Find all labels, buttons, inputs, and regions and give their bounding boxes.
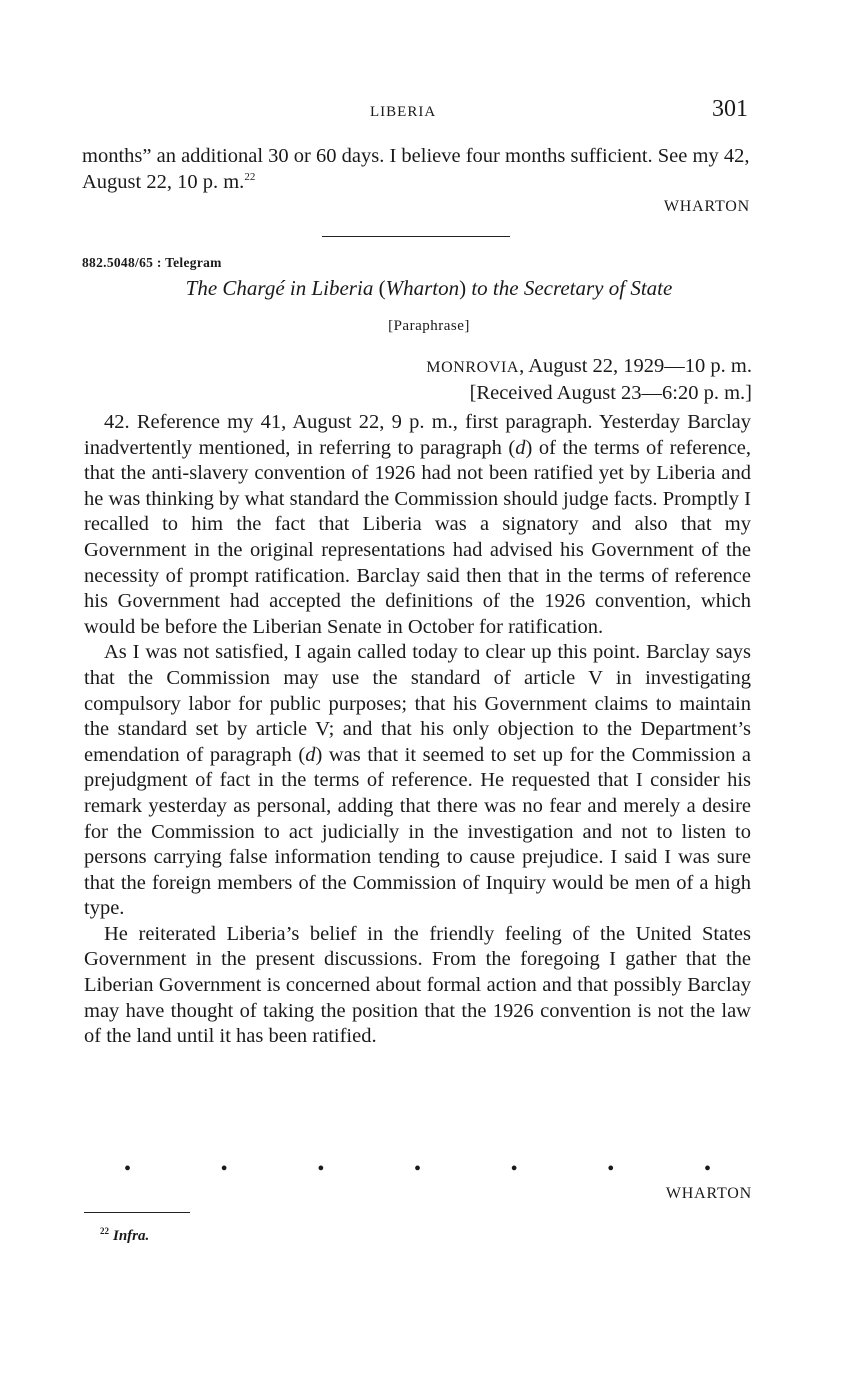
page-number: 301 — [712, 96, 748, 122]
footnote-text: Infra. — [113, 1228, 150, 1244]
omission-dot: • — [607, 1158, 615, 1180]
file-number: 882.5048/65 : Telegram — [82, 255, 222, 270]
omission-dot: • — [124, 1158, 132, 1180]
paraphrase-label: [Paraphrase] — [388, 318, 470, 334]
title-part-2: to the Secretary of State — [471, 276, 673, 300]
paragraph-1-letter: d — [515, 436, 526, 459]
paragraph-1 — [84, 410, 751, 640]
section-divider — [322, 236, 510, 237]
paragraph-1-text-b: ) of the terms of reference, that the anti-slavery convention of 1926 had not been ratified yet by Liberia and he was thinking by what standard the Commission should judge facts. Promptly I recalled to him the fact that Liberia was a signatory and also that my Government in the original representations had advised his Government of the necessity of prompt ratification. Barclay said then that in the terms of reference his Government had accepted the definitions of the 1926 convention, which would be before the Liberian Senate in October for ratification. — [84, 436, 751, 638]
document-title: The Chargé in Liberia (Wharton) to the Secretary of State — [185, 276, 673, 300]
paragraph-2-text-a: As I was not satisfied, I again called today to clear up this point. Barclay says that the Commission may use the standard of article V in investigating compulsory labor for public purposes; that his Government claims to maintain the standard set by article V; and that his only objection to the Department’s emendation of paragraph ( — [84, 641, 751, 766]
dateline — [426, 354, 752, 406]
omission-dot: • — [317, 1158, 325, 1180]
running-head: LIBERIA — [370, 104, 437, 120]
signature-wharton-second: WHARTON — [665, 1185, 752, 1202]
title-part-1: The Chargé in Liberia — [185, 276, 374, 300]
footnote — [100, 1226, 149, 1245]
footnote-reference: 22 — [244, 170, 256, 183]
paragraph-3-text: He reiterated Liberia’s belief in the friendly feeling of the United States Government in the present discussions. From the foregoing I gather that the Liberian Government is concerned about formal action and that possibly Barclay may have thought of taking the position that the 1926 convention is not the law of the land until it has been ratified. — [84, 922, 751, 1048]
telegram-body — [84, 410, 751, 1050]
paragraph-3 — [84, 922, 751, 1050]
omission-dot: • — [510, 1158, 518, 1180]
omission-dot: • — [703, 1158, 711, 1180]
continuation-text: months” an additional 30 or 60 days. I believe four months sufficient. See my 42, August 22, 10 p. m. — [82, 145, 750, 193]
dateline-place: MONROVIA — [426, 359, 520, 376]
paragraph-2-letter: d — [305, 743, 316, 766]
title-sender: Wharton — [385, 276, 460, 300]
footnote-number: 22 — [100, 1226, 109, 1236]
dateline-date: , August 22, 1929—10 p. m. — [519, 355, 752, 377]
paragraph-1-text-a: 42. Reference my 41, August 22, 9 p. m., first paragraph. Yesterday Barclay inadvertently mentioned, in referring to paragraph ( — [84, 411, 751, 459]
dateline-sent — [426, 354, 752, 381]
omission-dot: • — [220, 1158, 228, 1180]
signature-wharton-first: WHARTON — [663, 198, 750, 215]
paragraph-2 — [84, 640, 751, 922]
omission-dot: • — [413, 1158, 421, 1180]
dateline-received: [Received August 23—6:20 p. m.] — [469, 381, 752, 404]
continuation-paragraph — [82, 144, 750, 195]
paragraph-2-text-b: ) was that it seemed to set up for the Commission a prejudgment of fact in the terms of reference. He requested that I consider his remark yesterday as personal, adding that there was no fear and merely a desire for the Commission to act judicially in the investigation and not to listen to persons carrying false information tending to cause prejudice. I said I was sure that the foreign members of the Commission of Inquiry would be men of a high type. — [84, 743, 752, 920]
omission-dots — [84, 1158, 751, 1181]
footnote-divider — [84, 1212, 190, 1213]
